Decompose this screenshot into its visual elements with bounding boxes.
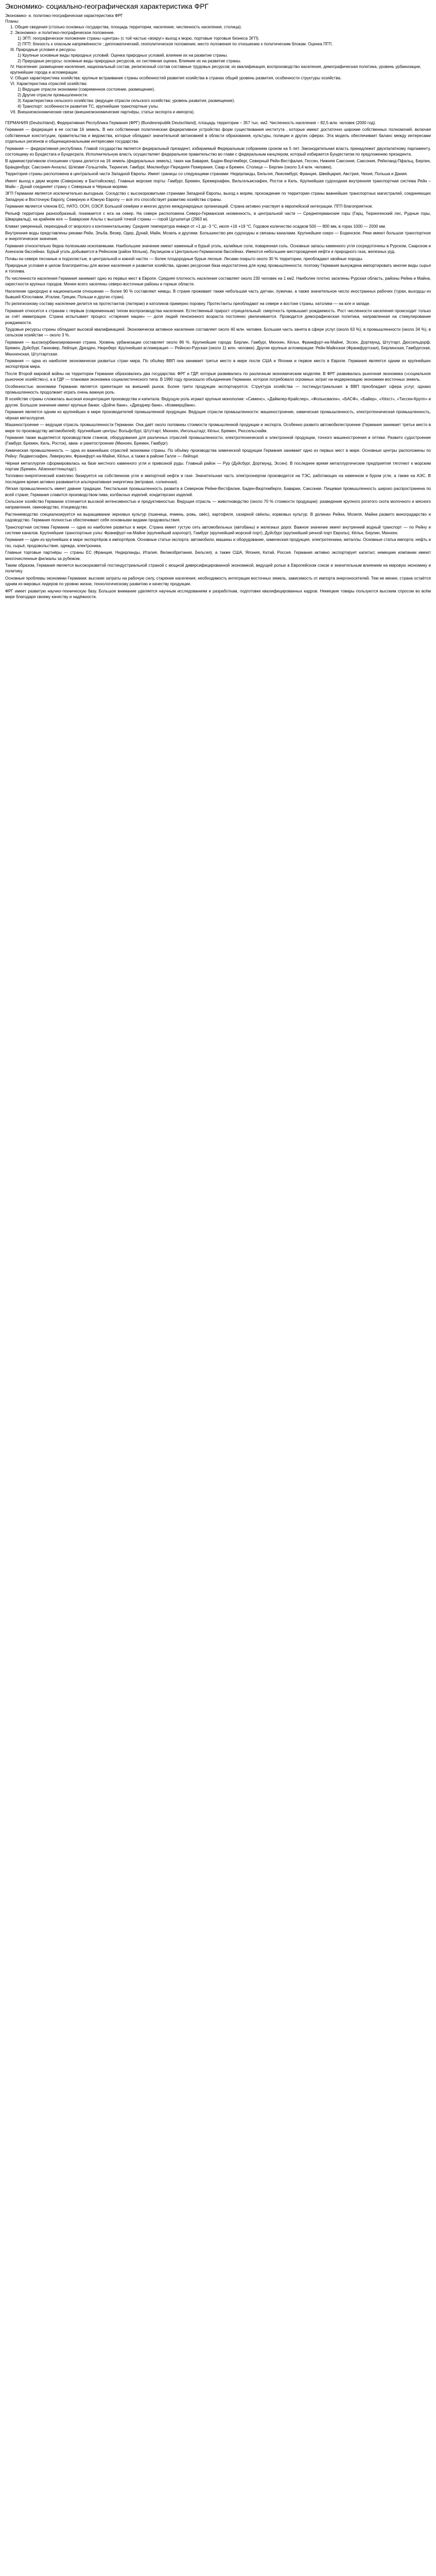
body-paragraph: Особенностью экономики Германии является ориентация на внешний рынок. Более трети продукции экспортируется. Структура хозяйства — постиндустриальная: в ВВП преобладает сфера услуг, однако промышленность продолжает играть очень важную роль. <box>5 384 431 395</box>
body-paragraph: Население однородно в национальном отношении — более 90 % составляют немцы. В стране проживает также небольшая часть датчан, лужичан, а также значительное число иностранных рабочих (турки, выходцы из бывшей Югославии, Италии, Греции, Польши и других стран). <box>5 289 431 299</box>
plan-item: 3) Характеристика сельского хозяйства: (ведущие отрасли сельского хозяйства; уровень развития, размещение). <box>18 98 235 103</box>
body-paragraph: Трудовые ресурсы страны обладают высокой квалификацией. Экономически активное население составляет около 40 млн. человек. Большая часть занята в сфере услуг (около 63 %), в промышленности (около 34 %), в сельском хозяйстве — около 3 %. <box>5 327 431 338</box>
body-paragraph: Таким образом, Германия является высокоразвитой постиндустриальной страной с мощной диверсифицированной экономикой, ведущей ролью в Европейском союзе и значительным влиянием на мировую экономику и политику. <box>5 563 431 574</box>
body-paragraph: ЭГП Германии является исключительно выгодным. Соседство с высокоразвитыми странами Западной Европы, выход к морям, прохождение по территории страны важнейших транспортных магистралей, соединяющих Западную и Восточную Европу, Северную и Южную Европу — всё это способствует развитию хозяйства страны. <box>5 191 431 202</box>
body-paragraph: В хозяйстве страны сложилась высокая концентрация производства и капитала. Ведущую роль играют крупные монополии: «Сименс», «Даймлер-Крайслер», «Фольксваген», «БАСФ», «Байер», «Хёхст», «Тиссен-Крупп» и другие. Большое значение имеют крупные банки: «Дойче банк», «Дрезднер банк», «Коммерцбанк». <box>5 397 431 408</box>
plan-item: V. Общая характеристика хозяйства: крупные встраивание страны особенностей развития хозяйства в странах общий уровень развития, особенности структуры хозяйства. <box>10 76 342 80</box>
plan-item: VII. Внешнеэкономические связи (внешнеэкономические партнёры, статьи экспорта и импорта). <box>10 110 195 114</box>
body-paragraph: Территория страны расположена в центральной части Западной Европы. Имеет границы со следующими странами: Нидерланды, Бельгия, Люксембург, Франция, Швейцария, Австрия, Чехия, Польша и Дания. <box>5 172 408 177</box>
body-paragraph: Топливно-энергетический комплекс базируется на собственном угле и импортной нефти и газе. Значительная часть электроэнергии производится на ТЭС, работающих на каменном и буром угле, а также на АЭС. В последнее время активно развивается альтернативная энергетика (ветровая, солнечная). <box>5 473 431 484</box>
page-title: Экономико- социально-географическая характеристика ФРГ <box>5 2 209 10</box>
document-body <box>5 120 431 600</box>
body-paragraph: Германия является членом ЕС, НАТО, ООН, ОЭСР, Большой семёрки и многих других международных организаций. Страна активно участвует в европейской интеграции. ПГП благоприятное. <box>5 204 373 209</box>
plan-item: III. Природные условия и ресурсы. <box>10 47 77 52</box>
body-paragraph: Растениеводство специализируется на выращивании зерновых культур (пшеница, ячмень, рожь, овёс), картофеля, сахарной свёклы, кормовых культур. В долинах Рейна, Мозеля, Майна развито виноградарство и садоводство. Германия полностью обеспечивает себя основными видами продовольствия. <box>5 512 431 523</box>
body-paragraph: Чёрная металлургия сформировалась на базе местного каменного угля и привозной руды. Главный район — Рур (Дуйсбург, Дортмунд, Эссен). В последнее время металлургические предприятия тяготеют к морским портам (Бремен, Айзенхюттенштадт). <box>5 461 431 471</box>
body-paragraph: Германия — высокоурбанизированная страна. Уровень урбанизации составляет около 86 %. Крупнейшие города: Берлин, Гамбург, Мюнхен, Кёльн, Франкфурт-на-Майне, Эссен, Дортмунд, Штутгарт, Дюссельдорф, Бремен, Дуйсбург, Ганновер, Лейпциг, Дрезден, Нюрнберг. Крупнейшая агломерация — Рейнско-Рурская (около 11 млн. человек). Другие крупные агломерации: Рейн-Майнская (Франкфуртская), Берлинская, Гамбургская, Мюнхенская, Штутгартская. <box>5 340 431 357</box>
body-paragraph: Германия — один из крупнейших в мире экспортёров и импортёров. Основные статьи экспорта: автомобили, машины и оборудование, химическая продукция, электротехника, металлы. Основные статьи импорта: нефть и газ, сырьё, продовольствие, одежда, электроника. <box>5 537 431 548</box>
body-paragraph: Основные проблемы экономики Германии: высокие затраты на рабочую силу, старение населения, необходимость интеграции восточных земель, зависимость от импорта энергоносителей. Тем не менее, страна остаётся одним из мировых лидеров по уровню жизни, технологическому развитию и качеству продукции. <box>5 575 431 587</box>
plan-item: IV. Население: размещение населения, национальный состав, религиозный состав составные трудовых ресурсов; их квалификация, воспроизводство населения, демографическая политика, уровень урбанизации, крупнейшие города и агломерации. <box>10 64 422 75</box>
body-paragraph: Химическая промышленность — одна из важнейших отраслей экономики страны. По объёму производства химической продукции Германия занимает одно из первых мест в мире. Основные центры расположены по Рейну: Людвигсхафен, Леверкузен, Франкфурт-на-Майне, Кёльн, а также в районе Галле — Лейпциг. <box>5 448 431 459</box>
plan-item: 1. Общие сведения (столько основных государства, площадь территории, население, численность населения, столица). <box>10 25 242 29</box>
plan-item: 1) Ведущие отрасли экономики (современное состояние, размещение). <box>18 87 155 92</box>
body-paragraph: Имеет выход к двум морям (Северному и Балтийскому). Главные морские порты: Гамбург, Бремен, Бремерхафен, Вильгельмсхафен, Росток и Киль. Крупнейшая судоходная внутренняя транспортная система Рейн – Майн – Дунай соединяет страну с Северным и Чёрным морями. <box>5 178 431 190</box>
document-subtitle: Экономико- и. политико-географическая характеристика ФРГ <box>5 13 123 18</box>
body-paragraph: Почвы на севере песчаные и подзолистые, в центральной и южной частях — более плодородные бурые лесные. Лесами покрыто около 30 % территории, преобладают хвойные породы. <box>5 256 363 261</box>
body-paragraph: По численности населения Германия занимает одно из первых мест в Европе. Средняя плотность населения составляет около 230 человек на 1 км2. Наиболее плотно заселены Рурская область, районы Рейна и Майна, окрестности крупных городов. Менее всего заселены северо-восточные районы и горные области. <box>5 276 431 287</box>
body-paragraph: ГЕРМАНИЯ (Deutschland), Федеративная Республика Германия (ФРГ) (Bundesrepublik Deutschland), площадь территории – 357 тыс. км2. Численность населения – 82,5 млн. человек (2000 год). <box>5 121 376 125</box>
body-paragraph: ФРГ имеет развитую научно-техническую базу. Большое внимание уделяется научным исследованиям и разработкам, подготовке квалифицированных кадров. Немецкие товары пользуются высоким спросом во всём мире благодаря своему качеству и надёжности. <box>5 588 431 600</box>
body-paragraph: Транспортная система Германии — одна из наиболее развитых в мире. Страна имеет густую сеть автомобильных (автобаны) и железных дорог. Важное значение имеет внутренний водный транспорт — по Рейну и системе каналов. Крупнейшие транспортные узлы: Франкфурт-на-Майне (крупнейший аэропорт), Гамбург (крупнейший морской порт), Дуйсбург (крупнейший речной порт Европы), Кёльн, Берлин, Мюнхен. <box>5 524 431 535</box>
body-paragraph: После Второй мировой войны на территории Германии образовались два государства: ФРГ и ГДР, которые развивались по различным экономическим моделям. В ФРГ развивалась рыночная экономика («социальное рыночное хозяйство»), а в ГДР — плановая экономика социалистического типа. В 1990 году произошло объединение Германии, которое потребовало огромных затрат на модернизацию экономики восточных земель. <box>5 371 431 382</box>
plan-item: 2) ПГП: близость к опасным напряжённости ; дипломатический, геополитическое положение; место положения по отношению к политическим блокам. Оценка ПГП. <box>18 42 333 46</box>
body-paragraph: Главные торговые партнёры — страны ЕС (Франция, Нидерланды, Италия, Великобритания, Бельгия), а также США, Япония, Китай, Россия. Германия активно экспортирует капитал; немецкие компании имеют многочисленные филиалы за рубежом. <box>5 550 431 561</box>
body-paragraph: Германия — федеративная республика. Главой государства является федеральный президент, избираемый Федеральным собранием сроком на 5 лет. Законодательная власть принадлежит двухпалатному парламенту, состоящему из Бундестага и Бундесрата. Исполнительную власть осуществляет федеральное правительство во главе с федеральным канцлером, который избирается Бундестагом по предложению президента. <box>5 146 431 157</box>
body-paragraph: Германия относится к странам с первым (современным) типом воспроизводства населения. Естественный прирост отрицательный: смертность превышает рождаемость. Рост численности населения происходит только за счёт иммиграции. Страна испытывает процесс «старения нации» — доля людей пенсионного возраста постоянно увеличивается. Проводится демографическая политика, направленная на стимулирование рождаемости. <box>5 308 431 325</box>
body-paragraph: Германия относительно бедна полезными ископаемыми. Наибольшее значение имеют каменный и бурый уголь, калийные соли, поваренная соль. Основные запасы каменного угля сосредоточены в Рурском, Саарском и Ахенском бассейнах. Бурый уголь добывается в Рейнском (район Кёльна), Лаузицком и Центрально-Германском бассейнах. Имеются небольшие месторождения нефти и природного газа, железных руд. <box>5 243 431 255</box>
plan-item: 1) Крупные основные виды природных условий. Оценка природных условий, влияние их на развитие страны. <box>18 53 228 58</box>
plan-item: 1) ЭГП: географическое положение страны «центра» (с той частью «вокруг» выход к морю, портовые торговые бизнеса ЭГП). <box>18 36 260 41</box>
body-paragraph: Лёгкая промышленность имеет давние традиции. Текстильная промышленность развита в Северном Рейне-Вестфалии, Баден-Вюртемберге, Баварии, Саксонии. Пищевая промышленность широко распространена по всей стране; Германия славится производством пива, колбасных изделий, кондитерских изделий. <box>5 486 431 497</box>
plan-item: 4) Транспорт: особенности развития ТС, крупнейшие транспортные узлы. <box>18 104 159 109</box>
body-paragraph: Германия — одна из наиболее экономически развитых стран мира. По объёму ВВП она занимает третье место в мире после США и Японии и первое место в Европе. Германия является одним из крупнейших экспортёров мира. <box>5 359 431 369</box>
plan-heading: Планы: <box>5 19 20 24</box>
body-paragraph: Германия является одним из крупнейших в мире производителей промышленной продукции. Ведущие отрасли промышленности: машиностроение, химическая промышленность, электротехническая промышленность, чёрная металлургия. <box>5 410 431 420</box>
body-paragraph: Климат умеренный, переходный от морского к континентальному. Средняя температура января от +1 до -3 °С, июля +16 +19 °С. Годовое количество осадков 500 — 800 мм, в горах 1000 — 2000 мм. <box>5 224 386 229</box>
body-paragraph: Рельеф территории разнообразный, понижается с юга на север. На севере расположена Северо-Германская низменность, в центральной части — Среднегерманские горы (Гарц, Тюрингенский лес, Рудные горы, Шварцвальд), на крайнем юге — Баварские Альпы с высшей точкой страны — горой Цугшпитце (2963 м). <box>5 211 431 222</box>
body-paragraph: По религиозному составу население делится на протестантов (лютеран) и католиков примерно поровну. Протестанты преобладают на севере и востоке страны, католики — на юге и западе. <box>5 301 371 307</box>
plan-item: 2. Экономико- и политико-географическое положение. <box>10 30 115 35</box>
body-paragraph: Внутренние воды представлены реками Рейн, Эльба, Везер, Одер, Дунай, Майн, Мозель и другими. Большинство рек судоходны и связаны каналами. Крупнейшее озеро — Боденское. Реки имеют большое транспортное и энергетическое значение. <box>5 230 431 242</box>
body-paragraph: Машиностроение — ведущая отрасль промышленности Германии. Она даёт около половины стоимости промышленной продукции и экспорта. Особенно развито автомобилестроение (Германия занимает третье место в мире по производству автомобилей). Крупнейшие центры: Вольфсбург, Штутгарт, Мюнхен, Ингольштадт, Кёльн, Бремен, Рюссельсхайм. <box>5 422 431 433</box>
body-paragraph: Природные условия в целом благоприятны для жизни населения и развития хозяйства, однако ресурсная база недостаточна для нужд промышленности, поэтому Германия вынуждена импортировать многие виды сырья и топлива. <box>5 263 431 274</box>
plan-item: VI. Характеристика отраслей хозяйства: <box>10 81 88 86</box>
plan-item: 2) Другие отрасли промышленности. <box>18 93 89 97</box>
body-paragraph: Германия также выделяется производством станков, оборудования для различных отраслей промышленности, электротехнической и электронной продукции, точного машиностроения и оптики. Развито судостроение (Гамбург, Бремен, Киль, Росток), авиа- и ракетостроение (Мюнхен, Бремен, Гамбург). <box>5 435 431 446</box>
body-paragraph: Сельское хозяйство Германии отличается высокой интенсивностью и продуктивностью. Ведущая отрасль — животноводство (около 70 % стоимости продукции): разведение крупного рогатого скота молочного и мясного направления, свиноводство, птицеводство. <box>5 499 431 510</box>
plan-list <box>5 24 431 115</box>
body-paragraph: Германия — федерация в ее состав 16 земель. В них собственная политическая федеративное устройство форм существования института , которые имеют достаточно широкие собственных полномочий, включая собственные конституции, правительства и ведомства, которые обладают значительной автономией в области образования, культуры, полиции и других сферах. Эта модель обеспечивает баланс между интересами отдельных регионов и общенациональными интересами государства. <box>5 127 431 144</box>
document-page <box>0 0 436 600</box>
plan-item: 2) Природные ресурсы: основные виды природных ресурсов, их системная оценка. Влияние их на развитие страны. <box>18 59 241 63</box>
body-paragraph: В административном отношении страна делится на 16 земель (федеральных земель), таких как Бавария, Баден-Вюртемберг, Северный Рейн-Вестфалия, Гессен, Нижняя Саксония, Саксония, Рейнланд-Пфальц, Берлин, Бранденбург, Саксония-Анхальт, Шлезвиг-Гольштейн, Тюрингия, Гамбург, Мекленбург-Передняя Померания, Саар и Бремен. Столица — Берлин (около 3,4 млн. человек). <box>5 159 431 170</box>
